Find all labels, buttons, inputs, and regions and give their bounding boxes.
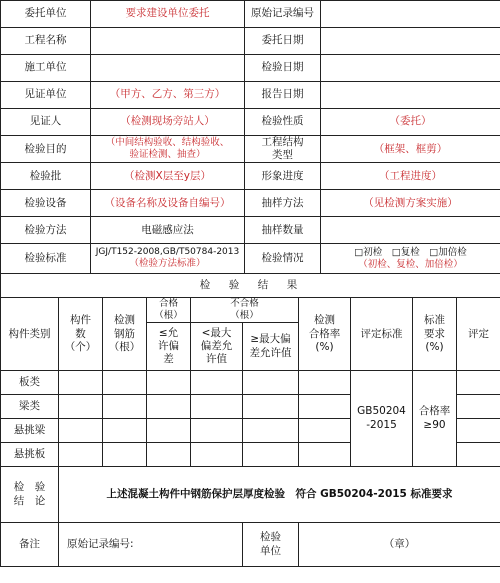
jianyan-danwei-label (243, 523, 299, 567)
cell (299, 443, 351, 467)
biaozhun-label: 检验标准 (1, 244, 91, 274)
header-yaoqiu (413, 298, 457, 371)
chouyang-label: 抽样方法 (245, 190, 321, 217)
jianyan-date-label: 检验日期 (245, 55, 321, 82)
cell (457, 443, 500, 467)
pi-label: 检验批 (1, 163, 91, 190)
biaozhun-value (91, 244, 245, 274)
cell (457, 419, 500, 443)
qingkuang-note: （初检、复检、加倍检） (358, 258, 463, 270)
header-yaoqiu-line3: (%) (425, 340, 444, 353)
header-hegelv-line1: 检测 (314, 314, 335, 327)
jiegou-value: （框架、框剪） (321, 136, 500, 163)
cell (243, 419, 299, 443)
header-ge (243, 323, 299, 371)
header-ge-line1: ≥最大偏 (250, 333, 291, 346)
conclusion-row (1, 467, 500, 523)
header-hegelv-line3: (%) (315, 340, 334, 353)
beizhu-label: 备注 (1, 523, 59, 567)
yaoqiu-value-line2: ≥90 (423, 418, 446, 431)
header-yaoqiu-line1: 标准 (424, 314, 445, 327)
conclusion-text: 上述混凝土构件中钢筋保护层厚度检验 符合 GB50204-2015 标准要求 (59, 467, 500, 523)
pingding-standard-line2: -2015 (366, 418, 397, 431)
footer-yuanshi (59, 523, 243, 567)
header-le (147, 323, 191, 371)
jianyan-danwei-line1: 检验 (260, 531, 281, 544)
row-fangfa (1, 217, 500, 244)
weituo-date-value (321, 28, 500, 55)
jianzhengren-label: 见证人 (1, 109, 91, 136)
header-hegelv (299, 298, 351, 371)
row-mudi (1, 136, 500, 163)
jianzhengren-value: （检测现场旁站人） (91, 109, 245, 136)
header-gangjin-line2: 钢筋 (114, 327, 135, 340)
header-gangjin-line3: （根） (108, 340, 141, 353)
header-lt-line3: 许值 (206, 353, 227, 366)
header-buhege (191, 298, 299, 323)
yuanshi-label: 原始记录编号 (245, 1, 321, 28)
header-yaoqiu-line2: 要求 (424, 327, 445, 340)
jiegou-label (245, 136, 321, 163)
results-title-row (1, 274, 500, 298)
row-shigong (1, 55, 500, 82)
cell (59, 371, 103, 395)
row-biaozhun (1, 244, 500, 274)
pingding-standard (351, 371, 413, 467)
biaozhun-standard: JGJ/T152-2008,GB/T50784-2013 (95, 247, 240, 258)
header-buhege-line1: 不合格 (230, 298, 259, 310)
pi-value: （检测X层至y层） (91, 163, 245, 190)
cell (243, 371, 299, 395)
yuanshi-value (321, 1, 500, 28)
footer-yuanshi-label: 原始记录编号: (67, 537, 134, 550)
row-label-ban: 板类 (1, 371, 59, 395)
header-hegelv-line2: 合格率 (308, 327, 341, 340)
cell (243, 443, 299, 467)
biaozhun-note: （检验方法标准） (129, 258, 206, 270)
cell (147, 419, 191, 443)
chouyang-value: （见检测方案实施） (321, 190, 500, 217)
mudi-value-line1: （中间结构验收、结构验收、 (105, 137, 230, 149)
conclusion-label-line1: 检 验 (13, 481, 46, 494)
cell (457, 371, 500, 395)
shebei-value: （设备名称及设备自编号） (91, 190, 245, 217)
weituo-label: 委托单位 (1, 1, 91, 28)
gongcheng-label: 工程名称 (1, 28, 91, 55)
cell (103, 395, 147, 419)
jiegou-label-line1: 工程结构 (261, 136, 304, 148)
cell (147, 371, 191, 395)
row-jianzhengren (1, 109, 500, 136)
cell (147, 395, 191, 419)
mudi-value-line2: 验证检测、抽查） (129, 149, 206, 161)
cell (191, 395, 243, 419)
jiegou-label-line2: 类型 (272, 149, 293, 162)
jianzheng-value: （甲方、乙方、第三方） (91, 82, 245, 109)
header-shu (59, 298, 103, 371)
row-pi (1, 163, 500, 190)
header-shu-line2: 数 (75, 327, 86, 340)
baogao-date-value (321, 82, 500, 109)
header-le-line1: ≤允 (158, 326, 179, 339)
cell (59, 395, 103, 419)
cell (103, 443, 147, 467)
header-le-line2: 许偏 (158, 339, 179, 352)
shuliang-value (321, 217, 500, 244)
header-pingding: 评定 (457, 298, 500, 371)
xingzhi-value: （委托） (321, 109, 500, 136)
jindu-value: （工程进度） (321, 163, 500, 190)
header-shu-line1: 构件 (70, 314, 91, 327)
jindu-label: 形象进度 (245, 163, 321, 190)
qingkuang-label: 检验情况 (245, 244, 321, 274)
cell (299, 371, 351, 395)
shebei-label: 检验设备 (1, 190, 91, 217)
header-pingding-biaozhun: 评定标准 (351, 298, 413, 371)
weituo-value: 要求建设单位委托 (91, 1, 245, 28)
header-ge-line2: 差允许值 (249, 346, 292, 359)
header-gangjin-line1: 检测 (114, 314, 135, 327)
row-shebei (1, 190, 500, 217)
cell (299, 395, 351, 419)
yaoqiu-value (413, 371, 457, 467)
header-leibie: 构件类别 (1, 298, 59, 371)
row-weituo (1, 1, 500, 28)
cell (299, 419, 351, 443)
cell (103, 371, 147, 395)
header-lt-line2: 偏差允 (200, 339, 233, 352)
xingzhi-label: 检验性质 (245, 109, 321, 136)
fangfa-label: 检验方法 (1, 217, 91, 244)
row-label-xuantiaoban: 悬挑板 (1, 443, 59, 467)
cell (59, 419, 103, 443)
cell (457, 395, 500, 419)
yaoqiu-value-line1: 合格率 (418, 405, 451, 418)
row-jianzheng (1, 82, 500, 109)
cell (243, 395, 299, 419)
baogao-date-label: 报告日期 (245, 82, 321, 109)
shuliang-label: 抽样数量 (245, 217, 321, 244)
pingding-standard-line1: GB50204 (357, 405, 406, 418)
header-hege (147, 298, 191, 323)
jianzheng-label: 见证单位 (1, 82, 91, 109)
cell (103, 419, 147, 443)
shigong-value (91, 55, 245, 82)
qingkuang-value (321, 244, 500, 274)
mudi-value (91, 136, 245, 163)
footer-row (1, 523, 500, 567)
conclusion-label-line2: 结 论 (13, 494, 46, 507)
jianyan-danwei-line2: 单位 (260, 544, 281, 557)
qingkuang-options: □初检 □复检 □加倍检 (354, 246, 467, 258)
header-le-line3: 差 (163, 353, 174, 366)
header-hege-line2: （根） (154, 310, 183, 322)
header-gangjin (103, 298, 147, 371)
results-table (0, 273, 500, 567)
cell (59, 443, 103, 467)
row-label-liang: 梁类 (1, 395, 59, 419)
results-title: 检 验 结 果 (1, 274, 500, 298)
cell (191, 371, 243, 395)
row-label-xuantiaoliang: 悬挑梁 (1, 419, 59, 443)
mudi-label: 检验目的 (1, 136, 91, 163)
weituo-date-label: 委托日期 (245, 28, 321, 55)
table-row (1, 371, 500, 395)
header-lt-line1: <最大 (201, 326, 232, 339)
gongcheng-value (91, 28, 245, 55)
shigong-label: 施工单位 (1, 55, 91, 82)
gongzhang-cell: （章） (299, 523, 500, 567)
row-gongcheng (1, 28, 500, 55)
header-lt (191, 323, 243, 371)
cell (191, 419, 243, 443)
conclusion-label (1, 467, 59, 523)
cell (147, 443, 191, 467)
header-hege-line1: 合格 (158, 298, 178, 310)
jianyan-date-value (321, 55, 500, 82)
fangfa-value: 电磁感应法 (91, 217, 245, 244)
report-table (0, 0, 500, 274)
header-shu-line3: （个） (64, 340, 97, 353)
cell (191, 443, 243, 467)
header-buhege-line2: （根） (230, 310, 259, 322)
results-header-row-1 (1, 298, 500, 323)
